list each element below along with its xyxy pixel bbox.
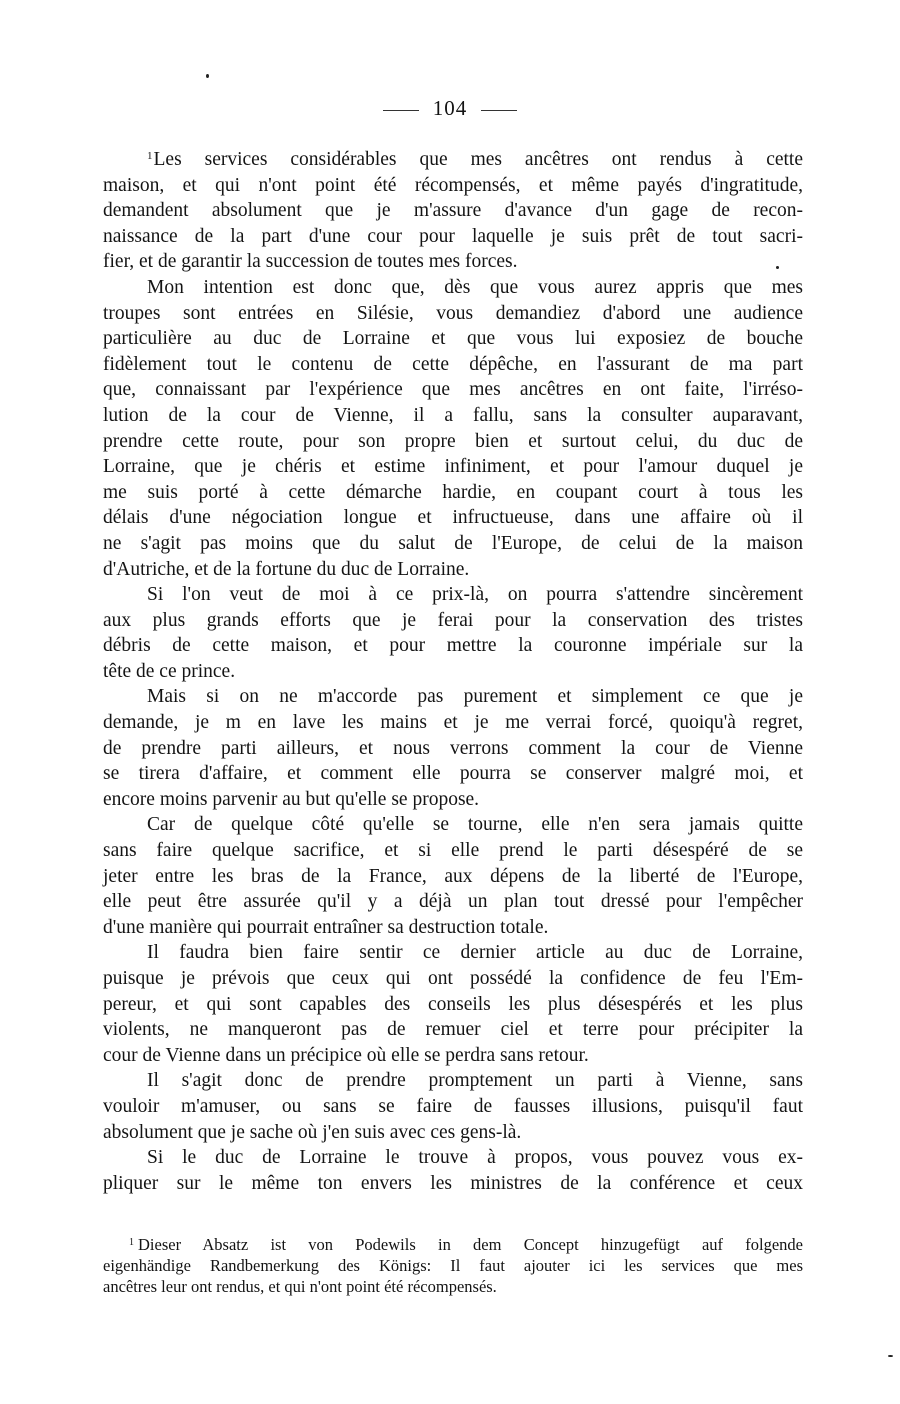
- line-text: lution de la cour de Vienne, il a fallu, sans la consulter auparavant,: [103, 404, 803, 426]
- line-text: jeter entre les bras de la France, aux dépens de la liberté de l'Europe,: [103, 865, 803, 887]
- line-text: elle peut être assurée qu'il y a déjà un plan tout dressé pour l'empêcher: [103, 891, 803, 913]
- text-line: [103, 1120, 803, 1146]
- scan-speck: [206, 74, 209, 78]
- text-line: [103, 940, 803, 966]
- text-line: [103, 454, 803, 480]
- text-line: [103, 301, 803, 327]
- text-line: [103, 173, 803, 199]
- line-text: Si le duc de Lorraine le trouve à propos, vous pouvez vous ex-: [147, 1147, 803, 1169]
- text-line: [103, 864, 803, 890]
- scan-speck: [888, 1355, 893, 1357]
- paragraph: [103, 812, 803, 940]
- text-line: [103, 889, 803, 915]
- footnote: [103, 1232, 803, 1297]
- text-line: [103, 736, 803, 762]
- line-text: Il faudra bien faire sentir ce dernier article au duc de Lorraine,: [147, 942, 803, 964]
- text-line: [103, 787, 803, 813]
- line-text: aux plus grands efforts que je ferai pour la conservation des tristes: [103, 609, 803, 631]
- text-line: [103, 838, 803, 864]
- scan-speck: [776, 266, 779, 269]
- line-text: fier, et de garantir la succession de toutes mes forces.: [103, 251, 518, 273]
- footnote-marker: 1: [147, 150, 153, 162]
- line-text: tête de ce prince.: [103, 660, 236, 682]
- text-line: [103, 352, 803, 378]
- footnote-line: [103, 1255, 803, 1276]
- line-text: puisque je prévois que ceux qui ont possédé la confidence de feu l'Em-: [103, 968, 803, 989]
- text-line: [103, 761, 803, 787]
- paragraph: [103, 275, 803, 582]
- text-line: [103, 633, 803, 659]
- line-text: de prendre parti ailleurs, et nous verrons comment la cour de Vienne: [103, 737, 803, 759]
- line-text: pereur, et qui sont capables des conseils les plus désespérés et les plus: [103, 993, 803, 1015]
- text-line: [103, 1145, 803, 1171]
- text-line: [103, 966, 803, 992]
- page-header: [0, 96, 900, 121]
- text-line: [103, 249, 803, 275]
- line-text: Mon intention est donc que, dès que vous aurez appris que mes: [147, 276, 803, 298]
- main-text: [103, 144, 803, 1196]
- line-text: Car de quelque côté qu'elle se tourne, elle n'en sera jamais quitte: [147, 814, 803, 836]
- line-text: Lorraine, que je chéris et estime infiniment, et pour l'amour duquel je: [103, 456, 803, 478]
- text-line: [103, 144, 803, 173]
- text-line: [103, 1094, 803, 1120]
- paragraph: [103, 144, 803, 275]
- text-line: [103, 198, 803, 224]
- text-line: [103, 659, 803, 685]
- text-line: [103, 403, 803, 429]
- text-line: [103, 608, 803, 634]
- footnote-line: [103, 1232, 803, 1255]
- text-line: [103, 582, 803, 608]
- line-text: naissance de la part d'une cour pour laquelle je suis prêt de tout sacri-: [103, 225, 803, 247]
- line-text: ne s'agit pas moins que du salut de l'Europe, de celui de la maison: [103, 532, 803, 554]
- line-text: cour de Vienne dans un précipice où elle se perdra sans retour.: [103, 1044, 589, 1066]
- text-line: [103, 326, 803, 352]
- footnote-text: eigenhändige Randbemerkung des Königs: Il faut ajouter ici les services que mes: [103, 1256, 803, 1275]
- line-text: que, connaissant par l'expérience que mes ancêtres en ont faite, l'irréso-: [103, 379, 803, 401]
- paragraph: [103, 940, 803, 1068]
- text-line: [103, 275, 803, 301]
- line-text: d'Autriche, et de la fortune du duc de Lorraine.: [103, 558, 470, 580]
- text-line: [103, 557, 803, 583]
- line-text: encore moins parvenir au but qu'elle se propose.: [103, 788, 480, 810]
- footnote-text: Dieser Absatz ist von Podewils in dem Concept hinzugefügt auf folgende: [138, 1235, 803, 1254]
- line-text: vouloir m'amuser, ou sans se faire de fausses illusions, puisqu'il faut: [103, 1095, 803, 1117]
- line-text: troupes sont entrées en Silésie, vous demandiez d'abord une audience: [103, 302, 803, 324]
- text-line: [103, 684, 803, 710]
- line-text: délais d'une négociation longue et infructueuse, dans une affaire où il: [103, 507, 803, 529]
- line-text: maison, et qui n'ont point été récompensés, et même payés d'ingratitude,: [103, 174, 803, 196]
- header-rule-left: [383, 110, 419, 111]
- text-line: [103, 505, 803, 531]
- line-text: sans faire quelque sacrifice, et si elle prend le parti désespéré de se: [103, 840, 803, 862]
- text-line: [103, 1068, 803, 1094]
- header-rule-right: [481, 110, 517, 111]
- text-line: [103, 480, 803, 506]
- text-line: [103, 915, 803, 941]
- line-text: se tirera d'affaire, et comment elle pourra se conserver malgré moi, et: [103, 763, 803, 785]
- text-line: [103, 812, 803, 838]
- paragraph: [103, 1068, 803, 1145]
- text-line: [103, 992, 803, 1018]
- line-text: fidèlement tout le contenu de cette dépêche, en l'assurant de ma part: [103, 353, 803, 375]
- line-text: Mais si on ne m'accorde pas purement et simplement ce que je: [147, 686, 803, 708]
- text-line: [103, 531, 803, 557]
- line-text: absolument que je sache où j'en suis avec ces gens-là.: [103, 1121, 522, 1143]
- line-text: violents, ne manqueront pas de remuer ciel et terre pour précipiter la: [103, 1019, 803, 1041]
- text-line: [103, 224, 803, 250]
- line-text: Il s'agit donc de prendre promptement un parti à Vienne, sans: [147, 1070, 803, 1092]
- paragraph: [103, 684, 803, 812]
- text-line: [103, 377, 803, 403]
- footnote-number: 1: [129, 1237, 134, 1248]
- line-text: Si l'on veut de moi à ce prix-là, on pourra s'attendre sincèrement: [147, 584, 803, 606]
- text-line: [103, 1171, 803, 1197]
- line-text: particulière au duc de Lorraine et que vous lui exposiez de bouche: [103, 328, 803, 350]
- text-line: [103, 710, 803, 736]
- text-line: [103, 1043, 803, 1069]
- footnote-line: [103, 1276, 803, 1297]
- line-text: Les services considérables que mes ancêtres ont rendus à cette: [153, 149, 803, 170]
- line-text: me suis porté à cette démarche hardie, en coupant court à tous les: [103, 481, 803, 503]
- line-text: d'une manière qui pourrait entraîner sa destruction totale.: [103, 916, 549, 938]
- text-line: [103, 429, 803, 455]
- line-text: débris de cette maison, et pour mettre la couronne impériale sur la: [103, 635, 803, 657]
- text-line: [103, 1017, 803, 1043]
- footnote-text: ancêtres leur ont rendus, et qui n'ont point été récompensés.: [103, 1277, 497, 1296]
- line-text: demandent absolument que je m'assure d'avance d'un gage de recon-: [103, 200, 803, 222]
- line-text: pliquer sur le même ton envers les ministres de la conférence et ceux: [103, 1172, 803, 1194]
- paragraph: [103, 1145, 803, 1196]
- paragraph: [103, 582, 803, 684]
- line-text: demande, je m en lave les mains et je me verrai forcé, quoiqu'à regret,: [103, 712, 803, 734]
- page-number: 104: [432, 96, 468, 120]
- line-text: prendre cette route, pour son propre bien et surtout celui, du duc de: [103, 430, 803, 452]
